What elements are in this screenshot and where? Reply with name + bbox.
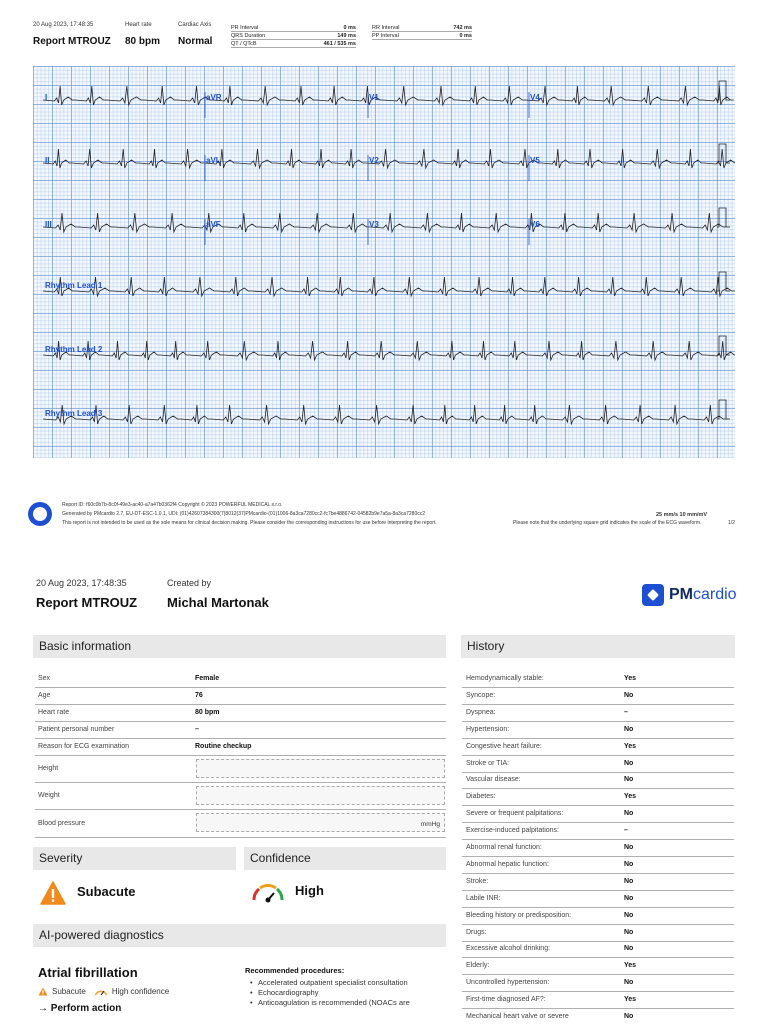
history-row [462,992,734,1009]
history-label: Bleeding history or predisposition: [466,911,572,919]
history-label: Severe or frequent palpitations: [466,810,564,818]
severity-value: Subacute [77,884,136,899]
history-label: Abnormal renal function: [466,844,542,851]
history-value: No [624,810,634,818]
measurement-row: PR Interval 0 ms [231,25,356,31]
created-by-label: Created by [167,578,212,588]
cardiac-axis-value: Normal [178,36,213,47]
ecg-trace [43,277,735,296]
history-label: Congestive heart failure: [466,742,542,750]
report-id: Report MTROUZ [33,36,111,47]
history-label: Drugs: [466,928,487,936]
history-value: Yes [624,742,637,750]
history-row [462,891,734,908]
perform-action-link[interactable]: → Perform action [38,1003,122,1014]
lead-label-v2: V2 [369,156,379,165]
history-value: No [624,894,634,902]
history-header: History [461,635,735,658]
history-row [462,722,734,739]
weight-field[interactable] [196,786,445,805]
pmcardio-logo: PMcardio [642,584,737,606]
ecg-waveform-grid [33,66,735,458]
lead-label-avl: aVL [206,156,221,165]
history-label: First-time diagnosed AF?: [466,996,546,1004]
info-row-weight: Weight [35,783,446,810]
history-value: No [624,759,634,767]
confidence-gauge-icon [250,881,286,903]
info-row-sex: Sex Female [35,671,446,688]
history-label: Exercise-induced palpitations: [466,827,559,835]
history-row [462,941,734,958]
history-row [462,840,734,857]
history-value: No [624,911,634,919]
history-label: Hypertension: [466,725,510,733]
history-row [462,1009,734,1024]
history-row [462,857,734,874]
history-value: Yes [624,675,637,682]
info-row-heart-rate: Heart rate 80 bpm [35,705,446,722]
heart-rate-label: Heart rate [125,22,152,28]
calibration-pulse [717,400,730,419]
warning-small-icon [38,987,48,996]
history-label: Stroke: [466,877,489,885]
history-label: Hemodynamically stable: [466,675,544,682]
severity-header: Severity [33,847,236,870]
procedure-item: • Echocardiography [254,988,444,998]
history-row [462,975,734,992]
page2-datetime: 20 Aug 2023, 17:48:35 [36,578,127,588]
history-value: – [624,827,628,835]
info-row-blood-pressure: Blood pressure mmHg [35,810,446,838]
history-row [462,688,734,705]
history-value: No [624,928,634,936]
history-value: Yes [624,996,637,1004]
height-field[interactable] [196,759,445,778]
basic-info-header: Basic information [33,635,446,658]
lead-label-v1: V1 [369,93,379,102]
lead-label-iii: III [45,220,52,229]
history-value: No [624,776,634,784]
history-row [462,772,734,789]
history-value: No [624,725,634,733]
history-label: Elderly: [466,962,490,970]
lead-label-v6: V6 [530,220,540,229]
lead-label-rhythm-1: Rhythm Lead 1 [45,281,103,290]
measurements-right [372,24,472,40]
history-label: Excessive alcohol drinking: [466,945,551,953]
history-value: No [624,844,634,851]
history-value: Yes [624,793,637,801]
history-label: Uncontrolled hypertension: [466,979,550,987]
history-label: Dyspnea: [466,708,496,716]
lead-label-avr: aVR [206,93,222,102]
lead-label-v5: V5 [530,156,540,165]
blood-pressure-field[interactable]: mmHg [196,813,445,832]
page2-report-id: Report MTROUZ [36,595,138,610]
calibration-pulse [717,208,730,227]
history-row [462,739,734,756]
confidence-value: High [295,883,324,898]
history-label: Syncope: [466,691,496,699]
history-value: Yes [624,962,637,970]
report-author: Michal Martonak [167,595,269,610]
page1-footer [28,500,740,530]
history-value: No [624,691,634,699]
lead-label-v3: V3 [369,220,379,229]
measurements-left [231,24,356,48]
history-row [462,958,734,975]
info-row-age: Age 76 [35,688,446,705]
info-row-reason: Reason for ECG examination Routine checkup [35,739,446,756]
history-value: No [624,979,634,987]
lead-label-rhythm-3: Rhythm Lead 3 [45,409,103,418]
history-row [462,925,734,942]
lead-label-avf: aVF [206,220,221,229]
report-datetime: 20 Aug 2023, 17:48:35 [33,22,94,28]
history-row [462,756,734,773]
confidence-header: Confidence [244,847,446,870]
history-value: No [624,877,634,885]
footer-page-number: 1/2 [728,520,735,526]
footer-disclaimer: This report is not intended to be used as the sole means for clinical decision making. Please consider the corresponding instructions for use before interpreting the report. [62,520,437,526]
history-value: No [624,860,634,868]
recommended-procedures-title: Recommended procedures: [245,966,345,975]
history-label: Diabetes: [466,793,496,801]
diagnosis-meta: Subacute High confidence [38,987,169,996]
info-row-personal-number: Patient personal number – [35,722,446,739]
history-label: Labile INR: [466,894,501,902]
measurement-row: QRS Duration 149 ms [231,33,356,39]
info-row-height: Height [35,756,446,783]
history-label: Mechanical heart valve or severe [466,1013,569,1020]
history-value: No [624,945,634,953]
calibration-pulse [717,81,730,100]
history-row [462,789,734,806]
procedure-item: • Accelerated outpatient specialist consultation [254,978,444,988]
ecg-trace [43,149,735,168]
history-row [462,823,734,840]
lead-label-v4: V4 [530,93,540,102]
ecg-trace [43,86,734,105]
history-row [462,671,734,688]
confidence-small-icon [94,987,108,996]
footer-generated: Generated by PMcardio 2.7, EU-DT-ESC-1.0.1, UDI: (01)42607384300(7)8012(37)PMcardio-(01)1006-8a3ca7280cc2-fc7be4886742-04582b9e7a5a-8a3ca7280cc2 [62,511,426,517]
measurement-row: RR Interval 742 ms [372,25,472,31]
footer-grid-note: Please note that the underlying square grid indicates the scale of the ECG waveform. [513,520,702,526]
history-label: Stroke or TIA: [466,759,510,767]
pmcardio-heart-icon [642,584,664,606]
lead-label-rhythm-2: Rhythm Lead 2 [45,345,103,354]
procedure-item: • Anticoagulation is recommended (NOACs are [254,998,444,1008]
measurement-row: QT / QTcB 461 / 535 ms [231,41,356,47]
history-label: Abnormal hepatic function: [466,860,549,868]
warning-icon [40,881,66,905]
heart-rate-value: 80 bpm [125,36,161,47]
pmcardio-seal-icon [28,502,52,526]
history-row [462,908,734,925]
ecg-trace [43,405,727,424]
lead-label-i: I [45,93,48,102]
recommended-procedures-list [254,978,444,1008]
ai-diagnostics-header: AI-powered diagnostics [33,924,446,947]
history-row [462,874,734,891]
ecg-traces [33,66,735,458]
ecg-trace [43,213,727,232]
ecg-trace [43,341,735,360]
diagnosis-title: Atrial fibrillation [38,965,138,980]
history-value: – [624,708,628,716]
measurement-row: PP Interval 0 ms [372,33,472,39]
footer-report-id: Report ID: f60c0b7b-8c0f-49e3-ac40-a7a47b0362f4 Copyright © 2023 POWERFUL MEDICAL s.r.o. [62,502,283,508]
history-value: No [624,1013,634,1020]
history-row [462,806,734,823]
history-row [462,705,734,722]
lead-label-ii: II [45,156,50,165]
cardiac-axis-label: Cardiac Axis [178,22,212,28]
history-label: Vascular disease: [466,776,521,784]
footer-scale: 25 mm/s 10 mm/mV [656,512,708,518]
